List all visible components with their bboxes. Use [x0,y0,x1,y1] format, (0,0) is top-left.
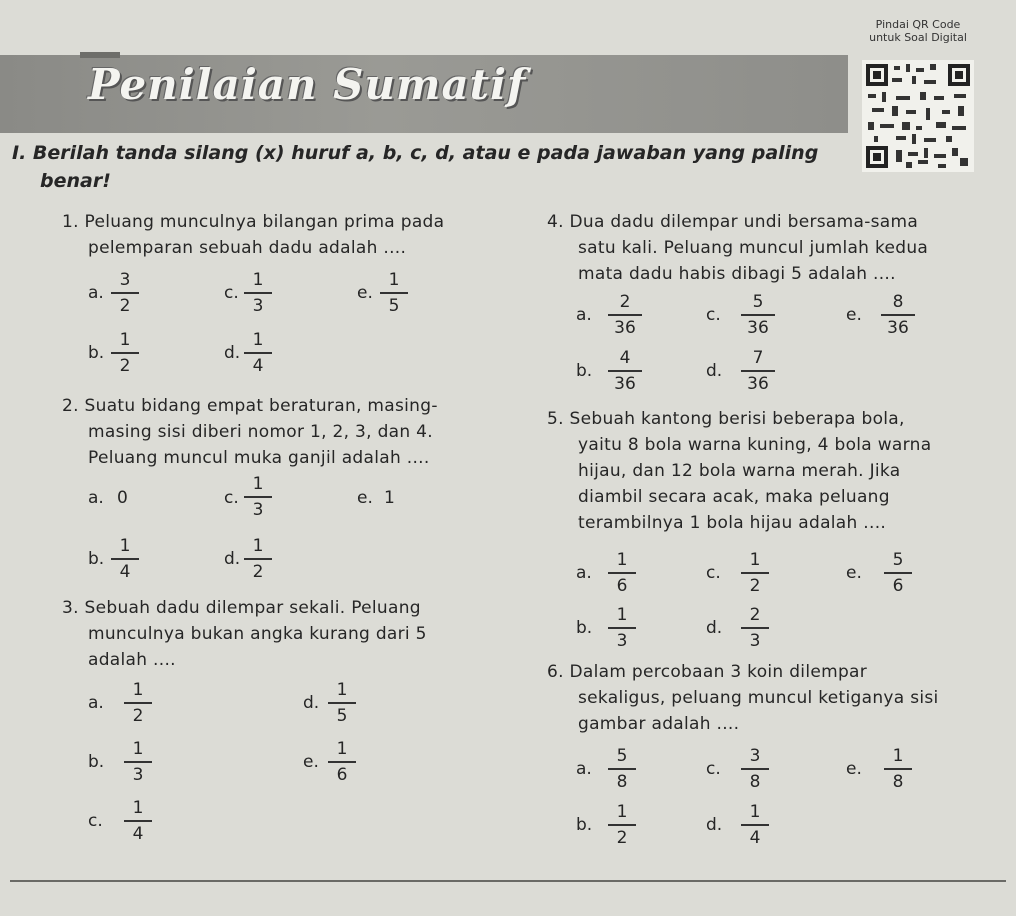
q6-option-b-fraction[interactable]: 1 2 [608,802,636,848]
q2-option-d-label[interactable]: d. [224,549,241,569]
q5-option-e-fraction[interactable]: 5 6 [884,550,912,596]
banner-decoration [80,52,120,58]
q4-option-e-fraction[interactable]: 8 36 [881,292,915,338]
q6-option-a-fraction[interactable]: 5 8 [608,746,636,792]
q5-option-b-fraction[interactable]: 1 3 [608,605,636,651]
page-title: Penilaian Sumatif [88,60,527,109]
q2-option-a-value[interactable]: 0 [117,488,128,508]
question-3-line-1: 3. Sebuah dadu dilempar sekali. Peluang [62,598,421,618]
question-6-line-3: gambar adalah .... [578,714,740,734]
question-1-line-1: 1. Peluang munculnya bilangan prima pada [62,212,445,232]
q3-option-b-fraction[interactable]: 1 3 [124,739,152,785]
q5-option-d-fraction[interactable]: 2 3 [741,605,769,651]
q1-option-d-label[interactable]: d. [224,343,241,363]
q2-option-b-fraction[interactable]: 1 4 [111,536,139,582]
q2-option-c-fraction[interactable]: 1 3 [244,474,272,520]
q3-option-e-fraction[interactable]: 1 6 [328,739,356,785]
q1-option-d-fraction[interactable]: 1 4 [244,330,272,376]
qr-code-image[interactable] [862,60,974,172]
question-5-line-2: yaitu 8 bola warna kuning, 4 bola warna [578,435,932,455]
q4-option-a-label[interactable]: a. [576,305,592,325]
q3-option-b-label[interactable]: b. [88,752,105,772]
instruction-line-2: benar! [40,170,111,192]
q1-option-b-fraction[interactable]: 1 2 [111,330,139,376]
q2-option-e-label[interactable]: e. [357,488,373,508]
q2-option-b-label[interactable]: b. [88,549,105,569]
question-2-line-3: Peluang muncul muka ganjil adalah .... [88,448,430,468]
page-bottom-divider [10,880,1006,882]
question-1-line-2: pelemparan sebuah dadu adalah .... [88,238,407,258]
q5-option-e-label[interactable]: e. [846,563,862,583]
q6-option-b-label[interactable]: b. [576,815,593,835]
instruction-line-1: I. Berilah tanda silang (x) huruf a, b, c, d, atau e pada jawaban yang paling [12,142,819,164]
question-2-line-2: masing sisi diberi nomor 1, 2, 3, dan 4. [88,422,433,442]
q1-option-b-label[interactable]: b. [88,343,105,363]
question-6-line-1: 6. Dalam percobaan 3 koin dilempar [547,662,868,682]
question-3-line-3: adalah .... [88,650,176,670]
q3-option-d-fraction[interactable]: 1 5 [328,680,356,726]
question-6-line-2: sekaligus, peluang muncul ketiganya sisi [578,688,939,708]
q5-option-c-fraction[interactable]: 1 2 [741,550,769,596]
q6-option-d-label[interactable]: d. [706,815,723,835]
q5-option-b-label[interactable]: b. [576,618,593,638]
q3-option-c-fraction[interactable]: 1 4 [124,798,152,844]
q5-option-a-fraction[interactable]: 1 6 [608,550,636,596]
q4-option-d-label[interactable]: d. [706,361,723,381]
q4-option-d-fraction[interactable]: 7 36 [741,348,775,394]
q4-option-c-fraction[interactable]: 5 36 [741,292,775,338]
question-4-line-2: satu kali. Peluang muncul jumlah kedua [578,238,929,258]
q4-option-c-label[interactable]: c. [706,305,721,325]
q5-option-a-label[interactable]: a. [576,563,592,583]
q3-option-a-fraction[interactable]: 1 2 [124,680,152,726]
q4-option-b-fraction[interactable]: 4 36 [608,348,642,394]
q1-option-c-label[interactable]: c. [224,283,239,303]
question-4-line-1: 4. Dua dadu dilempar undi bersama-sama [547,212,919,232]
q3-option-c-label[interactable]: c. [88,811,103,831]
qr-code-icon [862,60,974,172]
q4-option-b-label[interactable]: b. [576,361,593,381]
q1-option-a-fraction[interactable]: 3 2 [111,270,139,316]
q2-option-c-label[interactable]: c. [224,488,239,508]
q1-option-a-label[interactable]: a. [88,283,104,303]
q4-option-e-label[interactable]: e. [846,305,862,325]
q6-option-e-fraction[interactable]: 1 8 [884,746,912,792]
question-5-line-4: diambil secara acak, maka peluang [578,487,890,507]
q6-option-d-fraction[interactable]: 1 4 [741,802,769,848]
q6-option-c-label[interactable]: c. [706,759,721,779]
q5-option-d-label[interactable]: d. [706,618,723,638]
q3-option-d-label[interactable]: d. [303,693,320,713]
question-5-line-3: hijau, dan 12 bola warna merah. Jika [578,461,901,481]
question-5-line-1: 5. Sebuah kantong berisi beberapa bola, [547,409,905,429]
qr-caption-1: Pindai QR Code [875,18,961,31]
question-4-line-3: mata dadu habis dibagi 5 adalah .... [578,264,896,284]
qr-caption-2: untuk Soal Digital [869,31,967,44]
question-3-line-2: munculnya bukan angka kurang dari 5 [88,624,427,644]
q2-option-a-label[interactable]: a. [88,488,104,508]
question-2-line-1: 2. Suatu bidang empat beraturan, masing- [62,396,438,416]
q4-option-a-fraction[interactable]: 2 36 [608,292,642,338]
q1-option-e-label[interactable]: e. [357,283,373,303]
question-5-line-5: terambilnya 1 bola hijau adalah .... [578,513,887,533]
q6-option-a-label[interactable]: a. [576,759,592,779]
q6-option-e-label[interactable]: e. [846,759,862,779]
q1-option-c-fraction[interactable]: 1 3 [244,270,272,316]
q1-option-e-fraction[interactable]: 1 5 [380,270,408,316]
q5-option-c-label[interactable]: c. [706,563,721,583]
q3-option-a-label[interactable]: a. [88,693,104,713]
q3-option-e-label[interactable]: e. [303,752,319,772]
q2-option-e-value[interactable]: 1 [384,488,395,508]
q2-option-d-fraction[interactable]: 1 2 [244,536,272,582]
q6-option-c-fraction[interactable]: 3 8 [741,746,769,792]
